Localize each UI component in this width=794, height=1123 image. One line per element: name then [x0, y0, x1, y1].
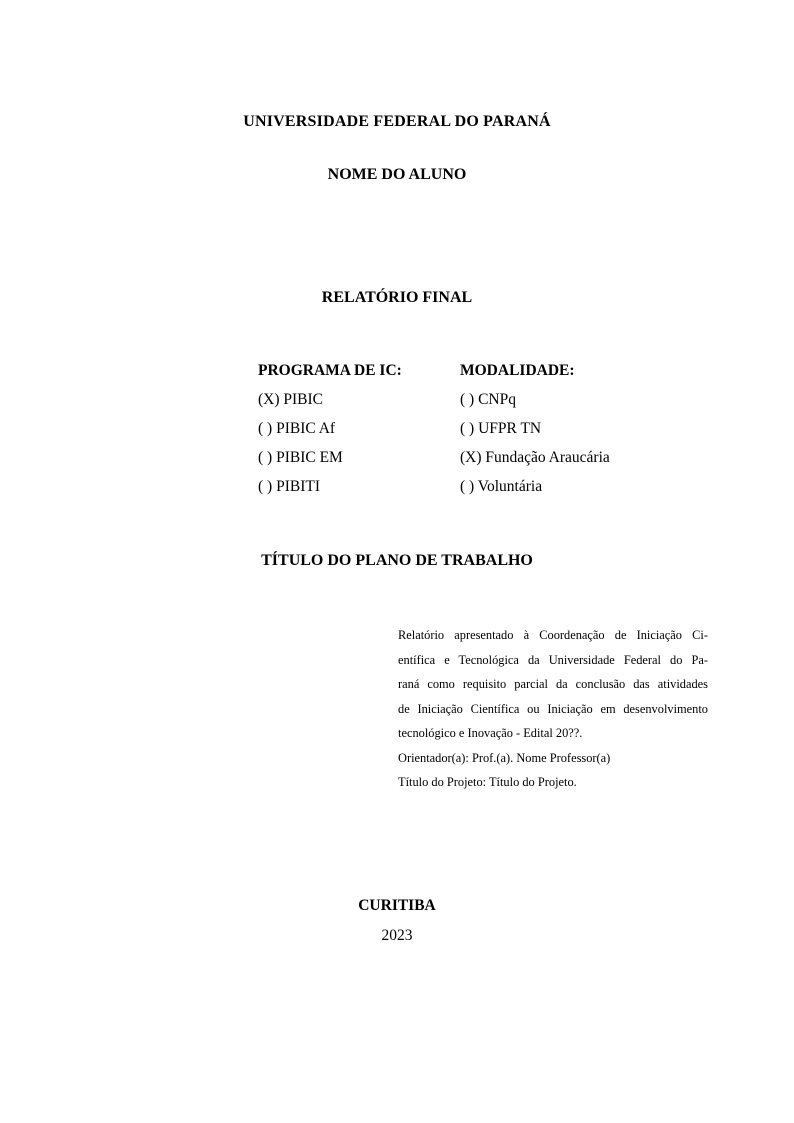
selection-header-row	[258, 356, 718, 385]
selection-block	[258, 356, 718, 501]
program-option-pibic[interactable]: (X) PIBIC	[258, 391, 324, 408]
program-option-pibiti[interactable]: ( ) PIBITI	[258, 478, 320, 495]
abstract-line: Relatório apresentado à Coordenação de Iniciação Ci-	[398, 628, 708, 642]
city-label: CURITIBA	[358, 897, 436, 914]
abstract-line: tecnológico e Inovação - Edital 20??.	[398, 726, 583, 740]
abstract-line: raná como requisito parcial da conclusão das atividades	[398, 677, 708, 691]
abstract-line: de Iniciação Científica ou Iniciação em desenvolvimento	[398, 701, 708, 716]
advisor-line: Orientador(a): Prof.(a). Nome Professor(a)	[398, 750, 611, 765]
student-name: NOME DO ALUNO	[327, 166, 467, 183]
selection-row	[258, 443, 718, 472]
project-title-line: Título do Projeto: Título do Projeto.	[398, 775, 577, 789]
abstract-line: entífica e Tecnológica da Universidade Federal do Pa-	[398, 652, 708, 667]
modality-option-voluntaria[interactable]: ( ) Voluntária	[460, 478, 543, 495]
modality-header: MODALIDADE:	[460, 362, 575, 379]
program-option-pibic-em[interactable]: ( ) PIBIC EM	[258, 449, 343, 466]
selection-row	[258, 385, 718, 414]
modality-option-cnpq[interactable]: ( ) CNPq	[460, 391, 516, 408]
abstract-block	[398, 623, 708, 795]
selection-row	[258, 414, 718, 443]
year-label: 2023	[381, 927, 413, 944]
university-title: UNIVERSIDADE FEDERAL DO PARANÁ	[243, 113, 551, 130]
program-header: PROGRAMA DE IC:	[258, 362, 402, 379]
modality-option-fundacao-araucaria[interactable]: (X) Fundação Araucária	[460, 449, 610, 466]
work-plan-title: TÍTULO DO PLANO DE TRABALHO	[261, 552, 533, 569]
modality-option-ufpr-tn[interactable]: ( ) UFPR TN	[460, 420, 542, 437]
program-option-pibic-af[interactable]: ( ) PIBIC Af	[258, 420, 336, 437]
report-type-title: RELATÓRIO FINAL	[321, 289, 473, 306]
selection-row	[258, 472, 718, 501]
